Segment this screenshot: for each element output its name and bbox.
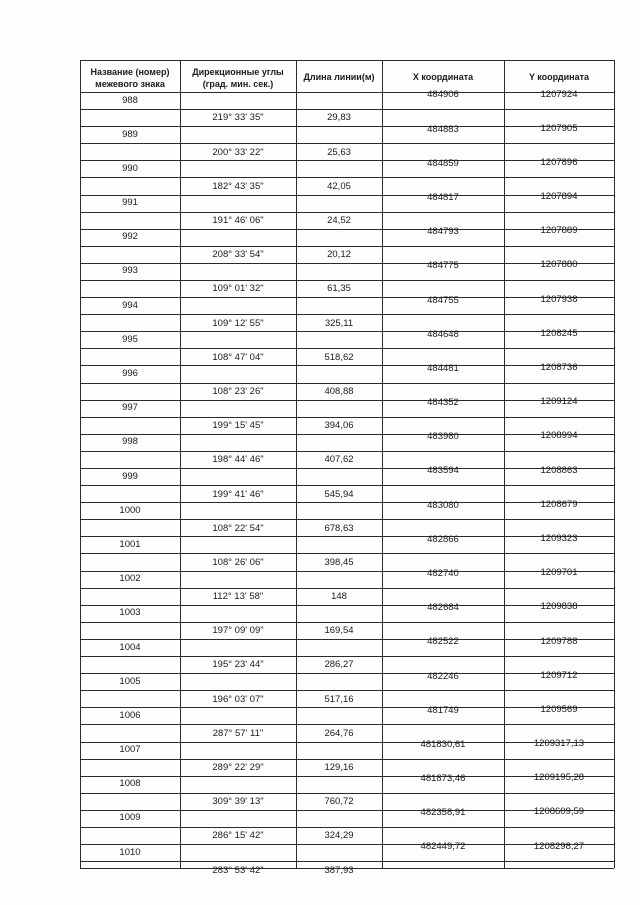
y-coordinate: 1209569 [540,704,578,715]
row-border [80,827,614,828]
row-border [80,724,614,725]
point-name: 998 [122,436,138,447]
y-coordinate: 1209124 [540,396,578,407]
line-length: 760,72 [324,796,354,807]
x-coordinate: 484648 [427,329,459,340]
point-name: 1001 [119,539,141,550]
point-name: 995 [122,334,138,345]
line-length: 129,16 [324,762,354,773]
point-name: 1006 [119,710,141,721]
x-coordinate: 484775 [427,260,459,271]
row-border [80,348,614,349]
x-coordinate: 484859 [427,158,459,169]
x-coordinate: 482684 [427,602,459,613]
direction-angle: 200° 33' 22" [212,147,264,158]
y-coordinate: 1209788 [540,636,578,647]
line-length: 398,45 [324,557,354,568]
column-border-5 [614,60,615,868]
direction-angle: 108° 23' 26" [212,386,264,397]
direction-angle: 197° 09' 09" [212,625,264,636]
header-name-line-1: Название (номер) [90,67,170,77]
x-coordinate: 481830,61 [420,739,466,750]
header-name [80,66,180,90]
row-border [80,588,614,589]
direction-angle: 196° 03' 07" [212,694,264,705]
header-angle-line-1: Дирекционные углы [192,67,284,77]
row-border [80,314,614,315]
y-coordinate: 1207924 [540,89,578,100]
x-coordinate: 484352 [427,397,459,408]
point-name: 994 [122,300,138,311]
line-length: 324,29 [324,830,354,841]
y-coordinate: 1207894 [540,191,578,202]
row-border [80,861,614,862]
row-border [80,417,614,418]
x-coordinate: 482449,72 [420,841,466,852]
direction-angle: 289° 22' 29" [212,762,264,773]
point-name: 1003 [119,607,141,618]
point-name: 1005 [119,676,141,687]
row-border [80,690,614,691]
direction-angle: 309° 39' 13" [212,796,264,807]
x-coordinate: 482358,91 [420,807,466,818]
line-length: 148 [331,591,347,602]
row-border [80,485,614,486]
direction-angle: 109° 12' 55" [212,318,264,329]
row-border [80,143,614,144]
direction-angle: 198° 44' 46" [212,454,264,465]
line-length: 169,54 [324,625,354,636]
point-name: 990 [122,163,138,174]
point-name: 1007 [119,744,141,755]
y-coordinate: 1209323 [540,533,578,544]
direction-angle: 108° 26' 06" [212,557,264,568]
row-border [80,519,614,520]
line-length: 264,76 [324,728,354,739]
line-length: 387,93 [324,865,354,876]
row-border [80,622,614,623]
point-name: 1002 [119,573,141,584]
row-border [80,383,614,384]
direction-angle: 108° 47' 04" [212,352,264,363]
x-coordinate: 484883 [427,124,459,135]
y-coordinate: 1209317,13 [533,738,585,749]
point-name: 1004 [119,642,141,653]
x-coordinate: 483080 [427,500,459,511]
y-coordinate: 1209838 [540,601,578,612]
y-coordinate: 1209701 [540,567,578,578]
y-coordinate: 1208679 [540,499,578,510]
x-coordinate: 484755 [427,295,459,306]
line-length: 286,27 [324,659,354,670]
y-coordinate: 1208245 [540,328,578,339]
line-length: 29,83 [327,112,351,123]
point-name: 1010 [119,847,141,858]
line-length: 394,06 [324,420,354,431]
point-name: 997 [122,402,138,413]
x-coordinate: 481749 [427,705,459,716]
point-name: 1000 [119,505,141,516]
direction-angle: 112° 13' 58" [212,591,264,602]
direction-angle: 109° 01' 32" [212,283,264,294]
x-coordinate: 484793 [427,226,459,237]
y-coordinate: 1209195,28 [533,772,585,783]
row-border [80,177,614,178]
x-coordinate: 483980 [427,431,459,442]
point-name: 992 [122,231,138,242]
point-name: 988 [122,95,138,106]
header-y: Y координата [528,72,590,82]
direction-angle: 108° 22' 54" [212,523,264,534]
row-border [80,553,614,554]
header-x: X координата [412,72,474,82]
line-length: 517,16 [324,694,354,705]
line-length: 20,12 [327,249,351,260]
line-length: 24,52 [327,215,351,226]
direction-angle: 199° 41' 46" [212,489,264,500]
row-border [80,246,614,247]
row-border [80,451,614,452]
row-border [80,109,614,110]
line-length: 678,63 [324,523,354,534]
row-border [80,656,614,657]
direction-angle: 287° 57' 11" [212,728,264,739]
point-name: 996 [122,368,138,379]
point-name: 989 [122,129,138,140]
y-coordinate: 1208298,27 [533,841,585,852]
header-name-line-2: межевого знака [95,79,165,89]
row-border [80,793,614,794]
direction-angle: 195° 23' 44" [212,659,264,670]
line-length: 407,62 [324,454,354,465]
point-name: 991 [122,197,138,208]
header-length: Длина линии(м) [303,72,375,82]
point-name: 999 [122,471,138,482]
y-coordinate: 1208994 [540,430,578,441]
direction-angle: 286° 15' 42" [212,830,264,841]
y-coordinate: 1208609,59 [533,806,585,817]
direction-angle: 208° 33' 54" [212,249,264,260]
x-coordinate: 483594 [427,465,459,476]
table-top-border [80,60,614,61]
point-name: 1009 [119,812,141,823]
y-coordinate: 1207880 [540,259,578,270]
x-coordinate: 481873,46 [420,773,466,784]
direction-angle: 283° 53' 42" [212,865,264,876]
line-length: 42,05 [327,181,351,192]
line-length: 325,11 [324,318,354,329]
row-border [80,280,614,281]
row-border [80,212,614,213]
header-angle [180,66,296,90]
point-name: 1008 [119,778,141,789]
line-length: 408,88 [324,386,354,397]
y-coordinate: 1209712 [540,670,578,681]
line-length: 25,63 [327,147,351,158]
direction-angle: 182° 43' 35" [212,181,264,192]
point-name: 993 [122,265,138,276]
direction-angle: 219° 33' 35" [212,112,264,123]
line-length: 545,94 [324,489,354,500]
row-border [80,759,614,760]
x-coordinate: 482866 [427,534,459,545]
y-coordinate: 1207889 [540,225,578,236]
direction-angle: 199° 15' 45" [212,420,264,431]
y-coordinate: 1207938 [540,294,578,305]
direction-angle: 191° 46' 06" [212,215,264,226]
x-coordinate: 482740 [427,568,459,579]
line-length: 518,62 [324,352,354,363]
x-coordinate: 484481 [427,363,459,374]
x-coordinate: 484817 [427,192,459,203]
line-length: 61,35 [327,283,351,294]
y-coordinate: 1207905 [540,123,578,134]
header-angle-line-2: (град. мин. сек.) [202,79,274,89]
x-coordinate: 484906 [427,89,459,100]
x-coordinate: 482522 [427,636,459,647]
y-coordinate: 1208863 [540,465,578,476]
y-coordinate: 1207896 [540,157,578,168]
y-coordinate: 1208736 [540,362,578,373]
x-coordinate: 482246 [427,671,459,682]
